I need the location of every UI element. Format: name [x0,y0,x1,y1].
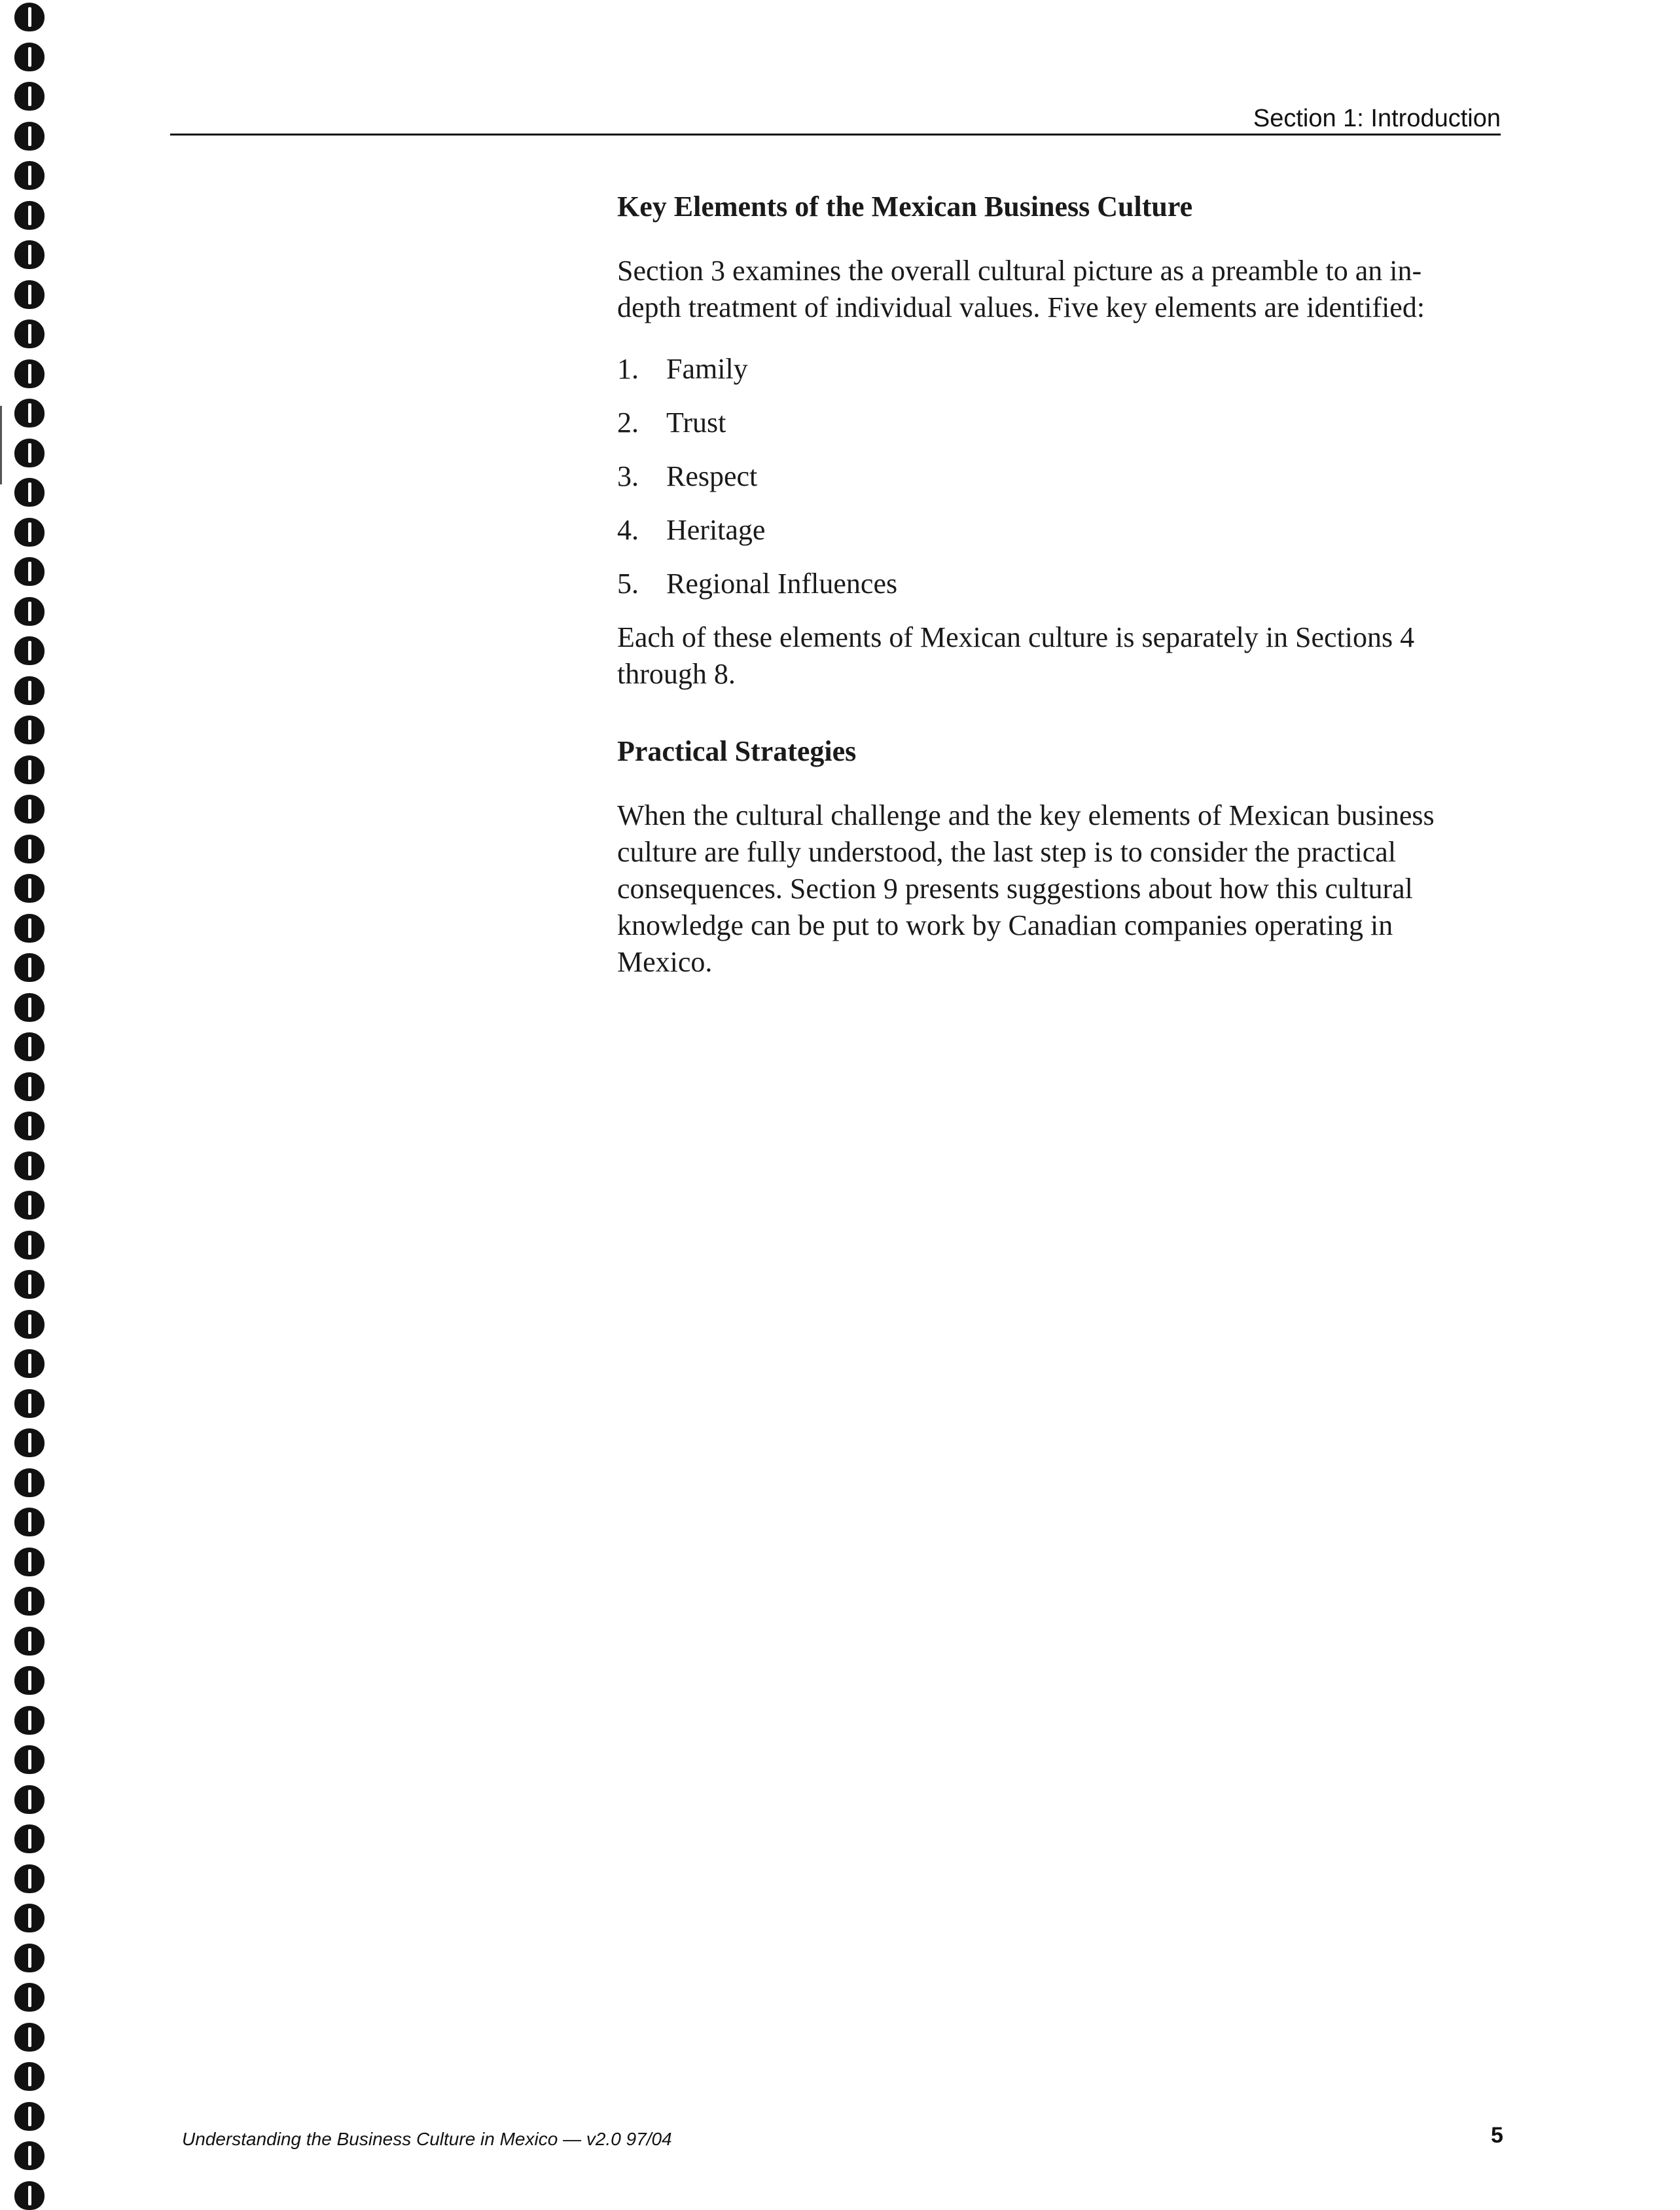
list-item-number: 2. [617,407,639,439]
binding-hole [14,2141,45,2170]
binding-hole [14,1587,45,1616]
list-item-label: Regional Influences [666,568,898,600]
heading-key-elements: Key Elements of the Mexican Business Culture [617,190,1193,223]
header-rule [170,134,1501,136]
list-item [617,351,1468,388]
list-item [617,512,1468,549]
binding-hole [14,1785,45,1814]
binding-hole [14,399,45,427]
strategies-paragraph: When the cultural challenge and the key elements of Mexican business culture are fully understood, the last step is to consider the practical consequences. Section 9 presents suggestions about how this cultural knowledge can be put to work by Canadian companies operating in Mexico. [617,799,1435,978]
binding-hole [14,2062,45,2091]
binding-hole [14,1072,45,1101]
binding-hole [14,1389,45,1418]
spiral-binding [14,0,47,2177]
binding-hole [14,1468,45,1497]
closing-paragraph: Each of these elements of Mexican culture is separately in Sections 4 through 8. [617,621,1415,690]
binding-hole [14,1944,45,1972]
binding-hole [14,439,45,467]
binding-hole [14,1151,45,1180]
binding-hole [14,3,45,31]
binding-hole [14,755,45,784]
binding-hole [14,478,45,507]
list-item-label: Heritage [666,514,766,546]
binding-hole [14,2181,45,2210]
binding-hole [14,1745,45,1774]
binding-hole [14,201,45,230]
list-item [617,405,1468,441]
main-content [617,189,1468,981]
list-item-number: 4. [617,514,639,546]
binding-hole [14,1706,45,1735]
binding-hole [14,1349,45,1378]
binding-hole [14,1983,45,2012]
binding-hole [14,1112,45,1140]
binding-hole [14,636,45,665]
binding-hole [14,161,45,190]
binding-hole [14,795,45,824]
binding-hole [14,2023,45,2052]
binding-hole [14,1864,45,1893]
binding-hole [14,1548,45,1576]
binding-hole [14,1270,45,1299]
binding-hole [14,1904,45,1932]
binding-hole [14,597,45,626]
footer-title: Understanding the Business Culture in Mexico — v2.0 97/04 [182,2129,672,2149]
binding-hole [14,280,45,309]
binding-hole [14,1191,45,1220]
list-item-number: 3. [617,460,639,492]
binding-hole [14,122,45,151]
binding-hole [14,1428,45,1457]
heading-practical-strategies: Practical Strategies [617,735,857,767]
binding-hole [14,1231,45,1259]
binding-hole [14,716,45,744]
page-edge-mark [0,406,2,484]
key-elements-list [617,351,1468,602]
binding-hole [14,993,45,1022]
binding-hole [14,953,45,982]
binding-hole [14,43,45,71]
list-item-label: Family [666,353,748,385]
binding-hole [14,1824,45,1853]
list-item-label: Respect [666,460,758,492]
list-item [617,458,1468,495]
binding-hole [14,359,45,388]
binding-hole [14,1032,45,1061]
list-item-number: 5. [617,568,639,600]
binding-hole [14,1666,45,1695]
list-item [617,566,1468,602]
binding-hole [14,874,45,903]
binding-hole [14,835,45,863]
page-number: 5 [1491,2123,1503,2148]
list-item-label: Trust [666,407,726,439]
binding-hole [14,1310,45,1339]
binding-hole [14,319,45,348]
binding-hole [14,240,45,269]
binding-hole [14,1508,45,1536]
binding-hole [14,2102,45,2131]
binding-hole [14,1627,45,1656]
running-header: Section 1: Introduction [1253,105,1501,132]
binding-hole [14,914,45,943]
binding-hole [14,676,45,705]
list-item-number: 1. [617,353,639,385]
binding-hole [14,82,45,111]
intro-paragraph: Section 3 examines the overall cultural picture as a preamble to an in-depth treatment of individual values. Five key elements are identified: [617,255,1425,323]
binding-hole [14,518,45,547]
binding-hole [14,557,45,586]
